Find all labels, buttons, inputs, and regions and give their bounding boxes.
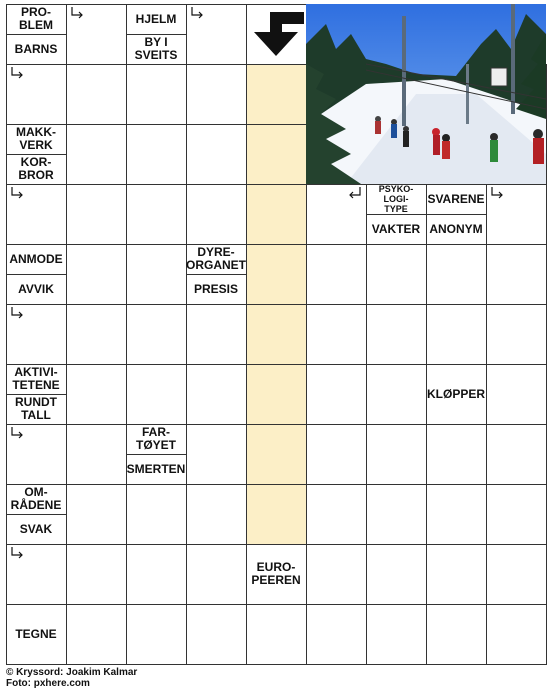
grid-cell: [307, 545, 367, 605]
grid-cell: [307, 425, 367, 485]
arrow-down-left-icon: [346, 186, 364, 202]
clue-hjelm: HJELM: [135, 11, 177, 26]
grid-cell: [427, 245, 487, 305]
grid-cell: [67, 245, 127, 305]
clue-rundt-tall: RUNDT TALL: [15, 395, 57, 422]
grid-cell: [187, 125, 247, 185]
grid-cell: [367, 425, 427, 485]
grid-cell: [67, 125, 127, 185]
grid-cell: [307, 365, 367, 425]
arrow-down-right-icon: [8, 546, 26, 562]
grid-cell: [427, 425, 487, 485]
grid-cell: [307, 245, 367, 305]
clue-barns: BARNS: [14, 41, 58, 56]
clue-makkverk: MAKK- VERK: [16, 125, 56, 152]
clue-anonym: ANONYM: [429, 221, 483, 236]
grid-cell: [367, 305, 427, 365]
grid-cell: [367, 545, 427, 605]
arrow-down-right-icon: [188, 6, 206, 22]
clue-aktivitetene: AKTIVI- TETENE: [12, 365, 60, 392]
grid-cell: [427, 605, 487, 665]
credit-kryssord: © Kryssord: Joakim Kalmar: [6, 667, 138, 678]
grid-cell: [187, 605, 247, 665]
grid-cell: [127, 365, 187, 425]
clue-svarene: SVARENE: [427, 191, 485, 206]
grid-cell: [67, 365, 127, 425]
grid-cell: [67, 485, 127, 545]
grid-cell: [487, 365, 547, 425]
grid-cell: [307, 605, 367, 665]
grid-cell: [487, 545, 547, 605]
grid-cell: [187, 305, 247, 365]
grid-cell: [127, 605, 187, 665]
clue-presis: PRESIS: [193, 281, 238, 296]
grid-cell: [67, 305, 127, 365]
grid-cell: [487, 485, 547, 545]
grid-cell: [187, 185, 247, 245]
credit-photo: Foto: pxhere.com: [6, 678, 90, 689]
grid-cell: [127, 245, 187, 305]
grid-cell: [187, 365, 247, 425]
clue-svak: SVAK: [19, 521, 53, 536]
grid-cell: [187, 545, 247, 605]
arrow-down-right-icon: [8, 306, 26, 322]
grid-cell: [127, 485, 187, 545]
clue-korbror: KOR- BROR: [18, 155, 54, 182]
clue-by-i-sveits: BY I SVEITS: [134, 35, 178, 62]
grid-cell: [67, 605, 127, 665]
grid-cell: [67, 65, 127, 125]
arrow-down-right-icon: [488, 186, 506, 202]
clue-anmode: ANMODE: [9, 251, 63, 266]
grid-cell: [367, 365, 427, 425]
clue-vakter: VAKTER: [371, 221, 421, 236]
grid-cell: [427, 545, 487, 605]
grid-cell: [487, 245, 547, 305]
clue-psykologitype: PSYKO- LOGI- TYPE: [378, 184, 414, 214]
grid-cell: [427, 305, 487, 365]
grid-cell: [67, 545, 127, 605]
arrow-down-right-icon: [8, 66, 26, 82]
grid-cell: [67, 185, 127, 245]
grid-cell: [127, 185, 187, 245]
grid-cell: [487, 305, 547, 365]
grid-cell: [427, 485, 487, 545]
grid-cell: [367, 245, 427, 305]
arrow-down-right-icon: [8, 426, 26, 442]
grid-cell: [487, 605, 547, 665]
grid-cell: [247, 605, 307, 665]
clue-europeeren: EURO- PEEREN: [251, 560, 301, 587]
grid-cell: [187, 65, 247, 125]
clue-tegne: TEGNE: [15, 626, 57, 641]
grid-cell: [487, 425, 547, 485]
grid-cell: [127, 125, 187, 185]
clue-smerten: SMERTEN: [126, 461, 186, 476]
ski-slope-photo: [306, 4, 546, 184]
clue-dyreorganet: DYRE- ORGANET: [186, 245, 246, 272]
clue-omraadene: OM- RÅDENE: [10, 485, 62, 512]
grid-cell: [187, 425, 247, 485]
clue-avvik: AVVIK: [18, 281, 54, 296]
clue-kloepper: KLØPPER: [426, 386, 485, 401]
grid-cell: [127, 305, 187, 365]
grid-cell: [187, 485, 247, 545]
grid-cell: [307, 305, 367, 365]
arrow-down-right-icon: [8, 186, 26, 202]
arrow-down-right-icon: [68, 6, 86, 22]
big-arrow-left-down-icon: [248, 6, 306, 62]
grid-cell: [307, 485, 367, 545]
grid-cell: [67, 425, 127, 485]
grid-cell: [127, 65, 187, 125]
clue-fartoeyet: FAR- TØYET: [135, 425, 176, 452]
clue-problem: PRO- BLEM: [19, 5, 53, 32]
grid-cell: [367, 605, 427, 665]
grid-cell: [127, 545, 187, 605]
grid-cell: [367, 485, 427, 545]
